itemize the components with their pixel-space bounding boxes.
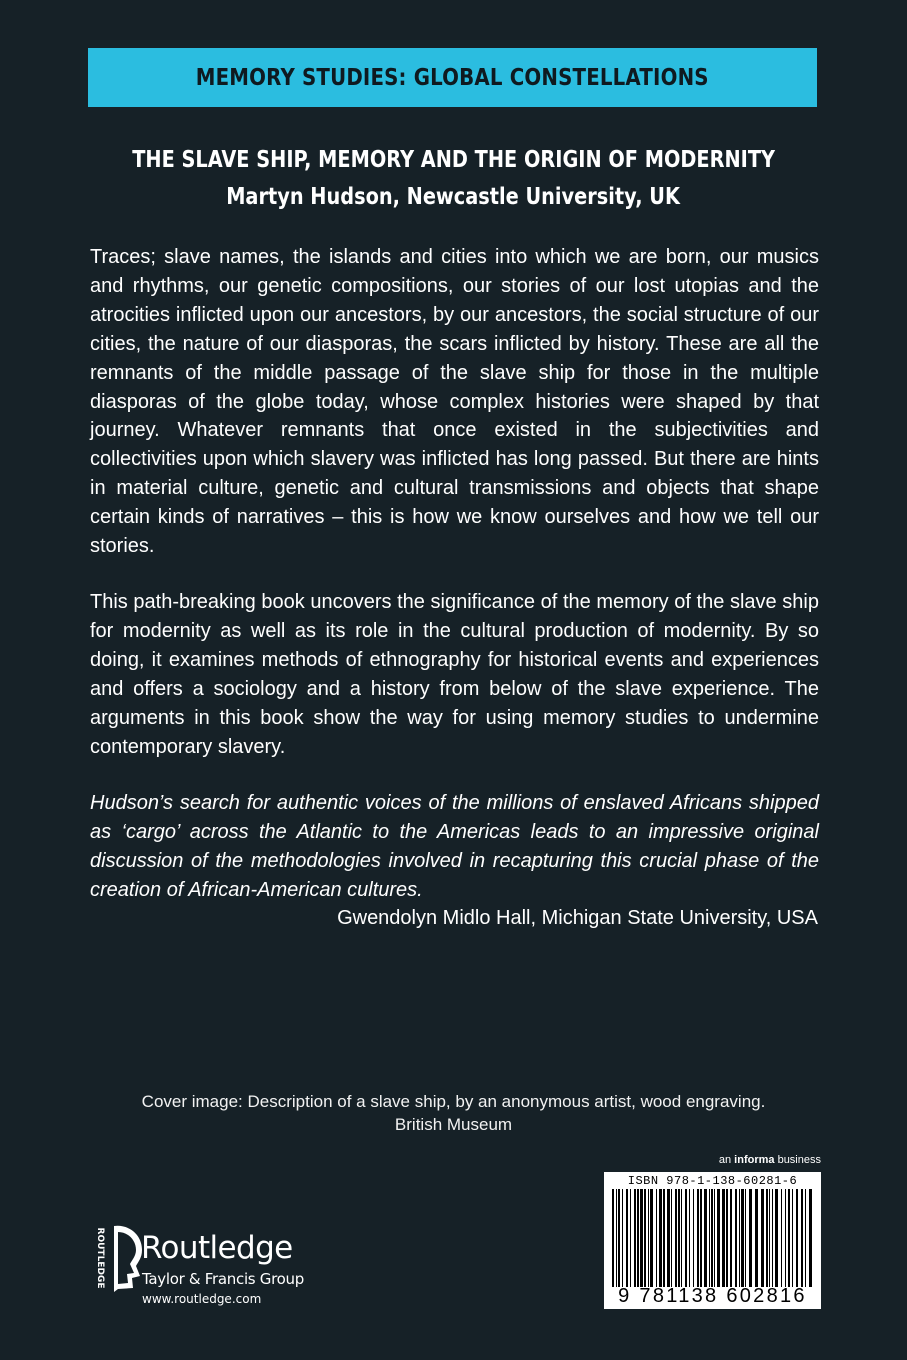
isbn-barcode xyxy=(604,1172,821,1309)
endorsement-attribution: Gwendolyn Midlo Hall, Michigan State University, USA xyxy=(337,907,818,929)
barcode-bar xyxy=(700,1189,702,1287)
barcode-bar xyxy=(772,1189,773,1287)
isbn-label: ISBN 978-1-138-60281-6 xyxy=(627,1174,798,1188)
barcode-bar xyxy=(761,1189,764,1287)
barcode-bar xyxy=(714,1189,715,1287)
barcode-bar xyxy=(717,1189,720,1287)
barcode-bar xyxy=(796,1189,798,1287)
barcode-bar xyxy=(648,1189,649,1287)
barcode-bar xyxy=(697,1189,699,1287)
informa-business-label: an informa business xyxy=(718,1154,821,1166)
barcode-bar xyxy=(739,1189,740,1287)
barcode-bar xyxy=(656,1189,657,1287)
barcode-bar xyxy=(626,1189,628,1287)
barcode-bar xyxy=(749,1189,752,1287)
barcode-bar xyxy=(709,1189,710,1287)
cover-credit-line-2: British Museum xyxy=(394,1115,513,1134)
barcode-bar xyxy=(805,1189,806,1287)
barcode-bar xyxy=(704,1189,707,1287)
barcode-bar xyxy=(659,1189,662,1287)
barcode-bar xyxy=(726,1189,728,1287)
publisher-group: Taylor & Francis Group xyxy=(142,1270,304,1288)
barcode-bar xyxy=(685,1189,687,1287)
publisher-name: Routledge xyxy=(141,1230,293,1266)
barcode-bar xyxy=(640,1189,643,1287)
barcode-bar xyxy=(755,1189,758,1287)
barcode-bar xyxy=(630,1189,631,1287)
barcode-bar xyxy=(681,1189,682,1287)
barcode-bars xyxy=(612,1189,814,1287)
barcode-bar xyxy=(735,1189,737,1287)
book-title: THE SLAVE SHIP, MEMORY AND THE ORIGIN OF MODERNITY xyxy=(132,147,775,173)
barcode-bar xyxy=(637,1189,639,1287)
barcode-bar xyxy=(622,1189,623,1287)
barcode-bar xyxy=(792,1189,793,1287)
publisher-url: www.routledge.com xyxy=(142,1292,262,1306)
barcode-bar xyxy=(722,1189,725,1287)
barcode-bar xyxy=(689,1189,690,1287)
barcode-bar xyxy=(745,1189,746,1287)
barcode-bar xyxy=(675,1189,677,1287)
barcode-bar xyxy=(775,1189,778,1287)
barcode-bar xyxy=(766,1189,768,1287)
barcode-bar xyxy=(730,1189,732,1287)
barcode-bar xyxy=(678,1189,680,1287)
barcode-bar xyxy=(741,1189,744,1287)
barcode-number: 9 781138 602816 xyxy=(618,1285,807,1307)
barcode-bar xyxy=(693,1189,694,1287)
cover-credit-line-1: Cover image: Description of a slave ship, by an anonymous artist, wood engraving. xyxy=(141,1092,766,1111)
barcode-bar xyxy=(788,1189,790,1287)
barcode-bar xyxy=(612,1189,614,1287)
barcode-bar xyxy=(667,1189,670,1287)
barcode-bar xyxy=(663,1189,665,1287)
barcode-bar xyxy=(769,1189,770,1287)
barcode-bar xyxy=(618,1189,620,1287)
barcode-bar xyxy=(644,1189,646,1287)
barcode-bar xyxy=(809,1189,812,1287)
book-author: Martyn Hudson, Newcastle University, UK xyxy=(226,184,681,210)
barcode-bar xyxy=(650,1189,653,1287)
series-title: MEMORY STUDIES: GLOBAL CONSTELLATIONS xyxy=(196,64,709,91)
endorsement-quote: Hudson’s search for authentic voices of the millions of enslaved Africans shipped as ‘cargo’ across the Atlantic to the Americas leads to an impressive original discussion of the methodologies involved in recapturing this crucial phase of the creation of African-American cultures. xyxy=(90,792,819,901)
barcode-bar xyxy=(711,1189,713,1287)
logo-wordmark: ROUTLEDGE xyxy=(95,1227,105,1289)
description-paragraph-2: This path-breaking book uncovers the significance of the memory of the slave ship for modernity as well as its role in the cultural production of modernity. By so doing, it examines methods of ethnography for historical events and experiences and offers a sociology and a history from below of the slave experience. The arguments in this book show the way for using memory studies to undermine contemporary slavery. xyxy=(90,591,819,758)
series-banner xyxy=(88,48,817,107)
barcode-bar xyxy=(801,1189,803,1287)
barcode-bar xyxy=(616,1189,617,1287)
barcode-bar xyxy=(634,1189,636,1287)
barcode-bar xyxy=(781,1189,782,1287)
cover-image-credit xyxy=(0,1090,907,1136)
barcode-bar xyxy=(785,1189,786,1287)
description-paragraph-1: Traces; slave names, the islands and cities into which we are born, our musics and rhythms, our genetic compositions, our stories of our lost utopias and the atrocities inflicted upon our ancestors, by our ancestors, the social structure of our cities, the nature of our diasporas, the scars inflicted by history. These are all the remnants of the middle passage of the slave ship for those in the multiple diasporas of the globe today, whose complex histories were shaped by that journey. Whatever remnants that once existed in the subjectivities and collectivities upon which slavery was inflicted has long passed. But there are hints in material culture, genetic and cultural transmissions and objects that shape certain kinds of narratives – this is how we know ourselves and how we tell our stories. xyxy=(90,246,819,558)
barcode-bar xyxy=(671,1189,672,1287)
